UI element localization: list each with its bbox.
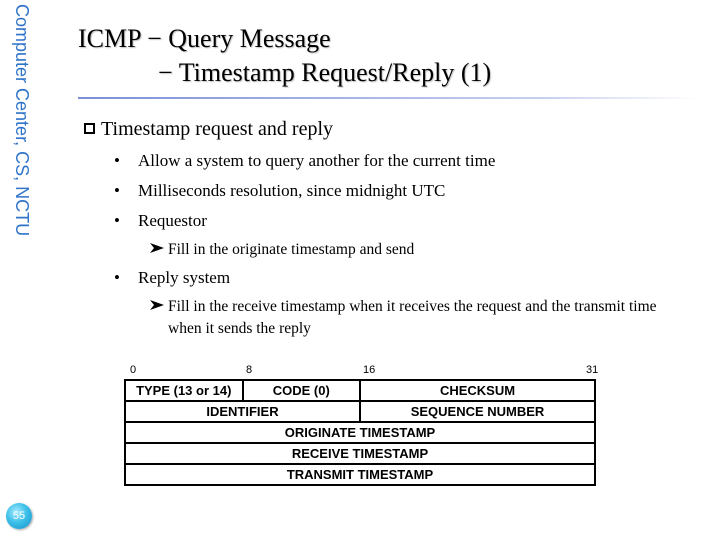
bullet-dot-icon: • (114, 181, 120, 200)
list-item (114, 181, 445, 201)
table-row (125, 464, 595, 485)
table-row (125, 401, 595, 422)
arrow-bullet-icon (150, 243, 164, 253)
list-item (114, 151, 495, 171)
type-field: TYPE (13 or 14) (125, 380, 243, 401)
list-item (114, 268, 230, 288)
sidebar-label: Computer Center, CS, NCTU (12, 4, 32, 237)
arrow-bullet-icon (150, 300, 164, 310)
originate-timestamp-field: ORIGINATE TIMESTAMP (125, 422, 595, 443)
sub-list-item-text: Fill in the originate timestamp and send (168, 241, 415, 258)
identifier-field: IDENTIFIER (125, 401, 360, 422)
title-line-2: − Timestamp Request/Reply (1) (158, 58, 492, 87)
sub-list-item (150, 296, 670, 340)
bullet-dot-icon: • (114, 268, 120, 287)
bullet-dot-icon: • (114, 211, 120, 230)
code-field: CODE (0) (243, 380, 361, 401)
table-row (125, 380, 595, 401)
transmit-timestamp-field: TRANSMIT TIMESTAMP (125, 464, 595, 485)
list-item-text: Allow a system to query another for the current time (138, 151, 496, 170)
main-bullet-text: Timestamp request and reply (101, 118, 334, 140)
list-item-text: Reply system (138, 268, 231, 287)
slide-title (78, 22, 678, 90)
square-bullet-icon (84, 123, 95, 134)
bit-label: 16 (363, 364, 376, 376)
list-item-text: Requestor (138, 211, 207, 230)
title-line-1: ICMP − Query Message (78, 24, 331, 53)
list-item-text: Milliseconds resolution, since midnight UTC (138, 181, 446, 200)
icmp-header-diagram (124, 379, 596, 486)
receive-timestamp-field: RECEIVE TIMESTAMP (125, 443, 595, 464)
checksum-field: CHECKSUM (360, 380, 595, 401)
bit-label: 31 (586, 364, 599, 376)
list-item (114, 211, 207, 231)
sub-list-item (150, 239, 570, 261)
title-divider (78, 97, 698, 99)
bit-label: 0 (130, 364, 137, 376)
sub-list-item-text: Fill in the receive timestamp when it receives the request and the transmit time when it sends the reply (168, 298, 657, 337)
sequence-number-field: SEQUENCE NUMBER (360, 401, 595, 422)
page-number: 55 (6, 503, 32, 529)
bit-label: 8 (246, 364, 253, 376)
main-bullet (84, 118, 333, 141)
table-row (125, 422, 595, 443)
table-row (125, 443, 595, 464)
bullet-dot-icon: • (114, 151, 120, 170)
